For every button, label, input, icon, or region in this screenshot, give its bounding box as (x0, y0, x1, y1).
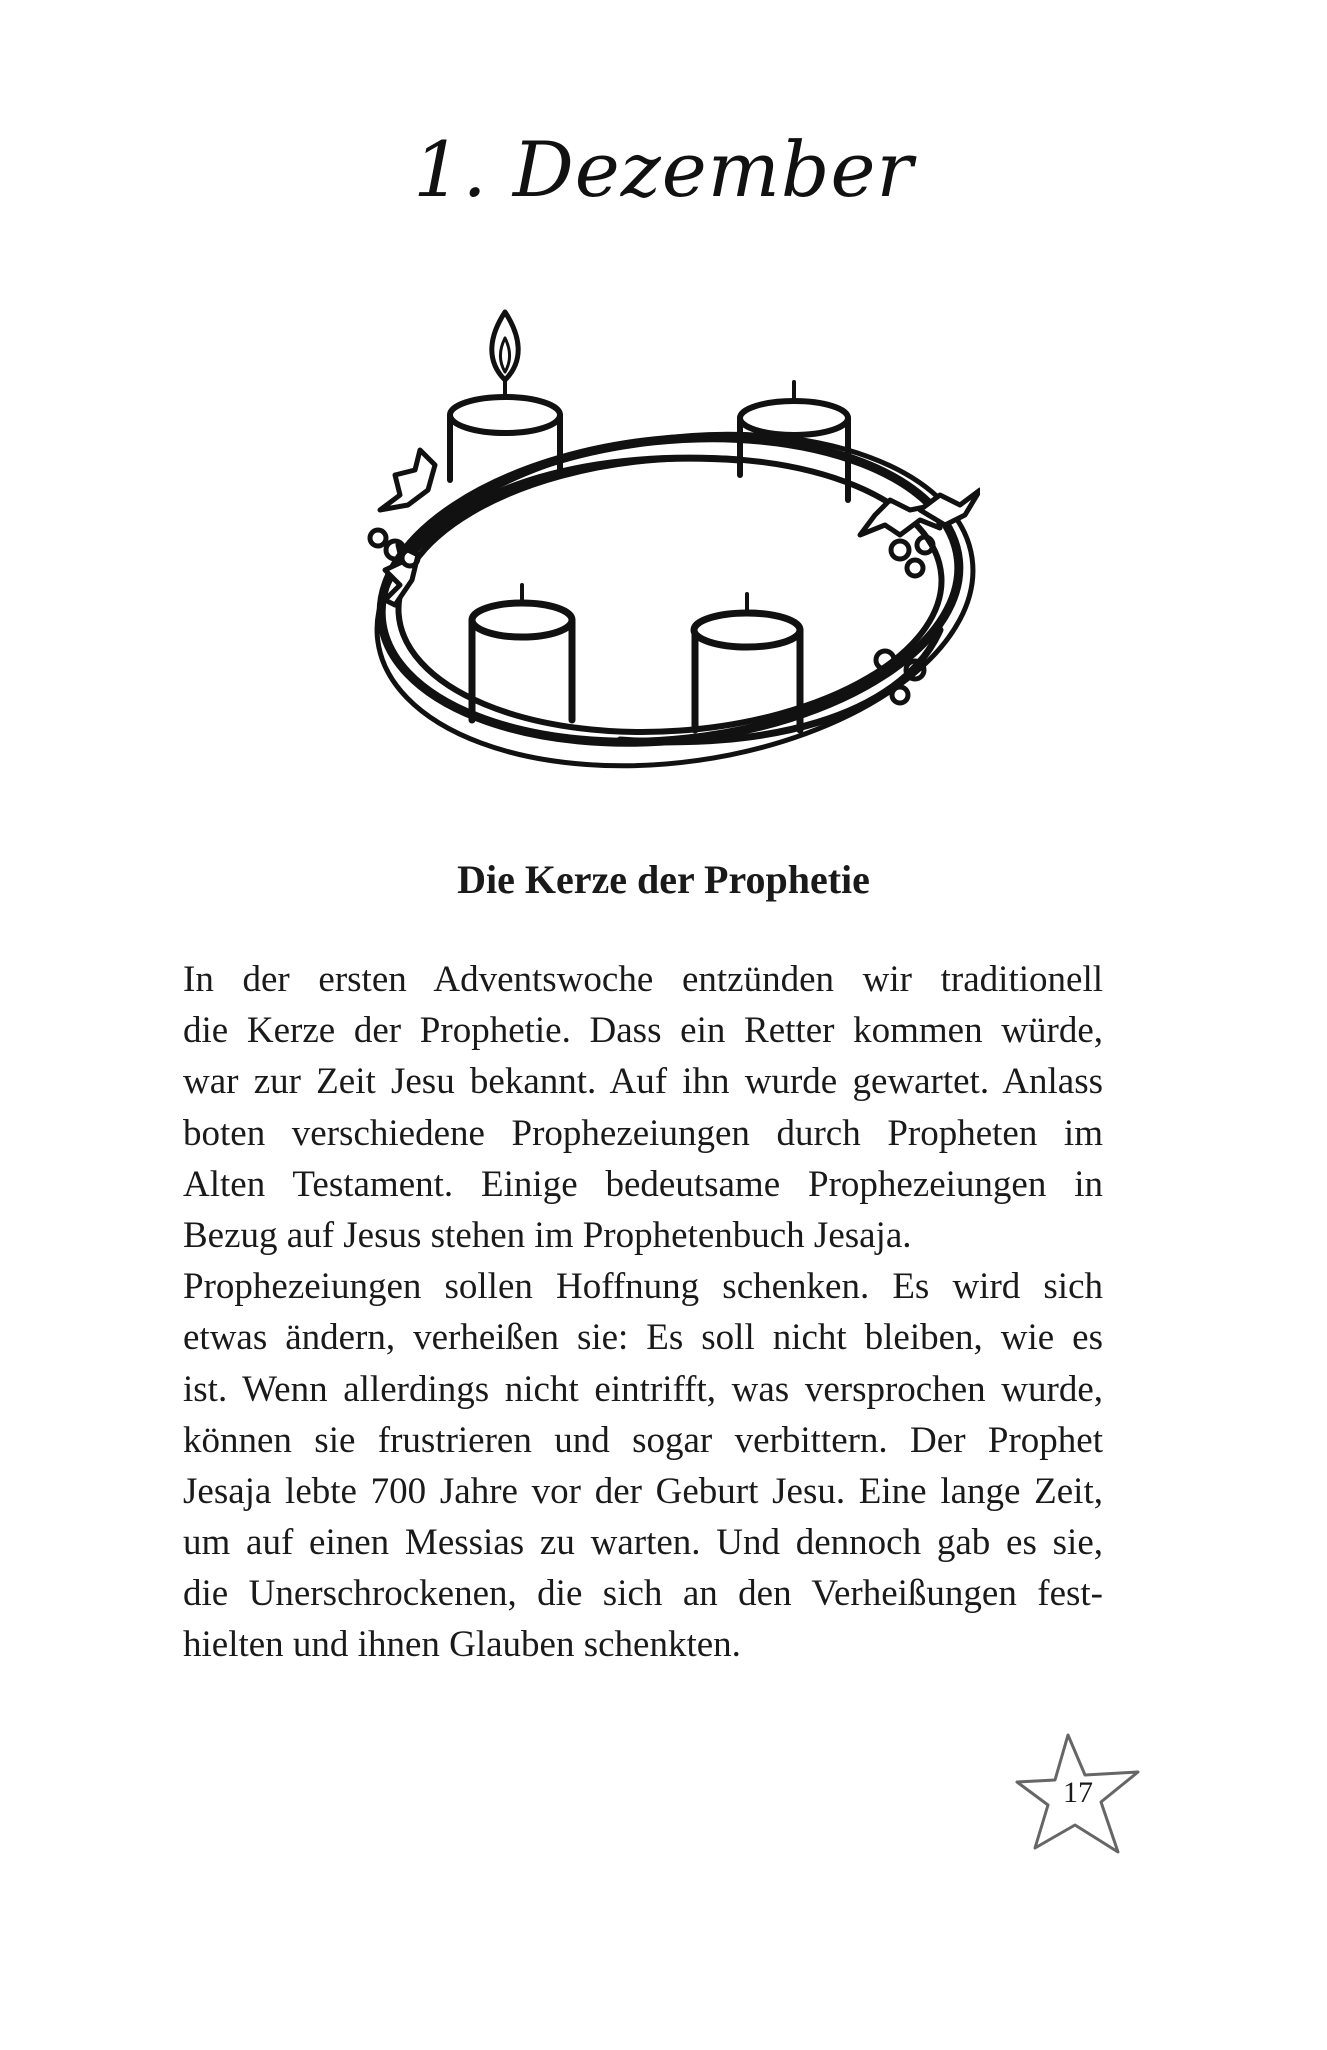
paragraph-line: die Unerschrockenen, die sich an den Verheißungen fest- (183, 1573, 1103, 1615)
paragraph-line: war zur Zeit Jesu bekannt. Auf ihn wurde gewartet. Anlass (183, 1061, 1103, 1103)
section-heading: Die Kerze der Prophetie (457, 857, 870, 902)
paragraph-line: hielten und ihnen Glauben schenkten. (183, 1624, 741, 1666)
paragraph-line: die Kerze der Prophetie. Dass ein Retter kommen würde, (183, 1010, 1103, 1052)
paragraph-line: können sie frustrieren und sogar verbittern. Der Prophet (183, 1419, 1103, 1461)
body-paragraph (183, 954, 1103, 1671)
paragraph-line: etwas ändern, verheißen sie: Es soll nicht bleiben, wie es (183, 1317, 1103, 1359)
paragraph-line: um auf einen Messias zu warten. Und dennoch gab es sie, (183, 1522, 1103, 1564)
advent-wreath-icon (340, 300, 980, 800)
paragraph-line: Jesaja lebte 700 Jahre vor der Geburt Jesu. Eine lange Zeit, (183, 1470, 1103, 1512)
page-title: 1. Dezember (413, 125, 914, 214)
paragraph-line: Bezug auf Jesus stehen im Prophetenbuch Jesaja. (183, 1214, 912, 1256)
candle-front-left (472, 585, 572, 720)
paragraph-line: In der ersten Adventswoche entzünden wir traditionell (183, 959, 1103, 1000)
paragraph-line: Prophezeiungen sollen Hoffnung schenken. Es wird sich (183, 1266, 1103, 1308)
page-number: 17 (1063, 1776, 1093, 1809)
paragraph-line: boten verschiedene Prophezeiungen durch Propheten im (183, 1112, 1103, 1154)
paragraph-line: Alten Testament. Einige bedeutsame Prophezeiungen in (183, 1163, 1103, 1205)
paragraph-line: ist. Wenn allerdings nicht eintrifft, was versprochen wurde, (183, 1368, 1103, 1410)
